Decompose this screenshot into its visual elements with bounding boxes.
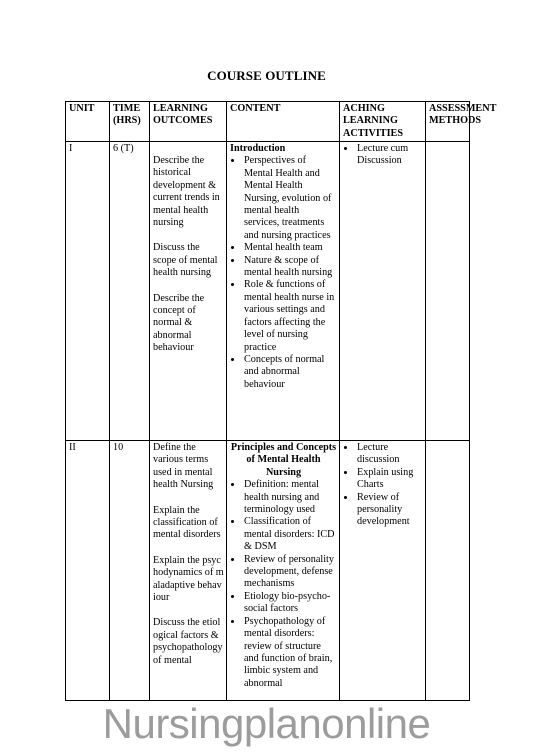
- header-time: TIME (HRS): [110, 102, 150, 142]
- course-outline-table: [65, 101, 497, 701]
- header-learning-outcomes: LEARNING OUTCOMES: [150, 102, 227, 142]
- content-topic-title: Principles and Concepts of Mental Health Nursing: [230, 442, 337, 478]
- content-item: • Role & functions of mental health nurse in various settings and factors affecting the level of nursing practice: [243, 279, 337, 353]
- content-item: • Mental health team: [243, 242, 337, 254]
- assessment-cell: [426, 441, 470, 701]
- unit-cell: II: [66, 441, 110, 701]
- time-cell: 10: [110, 441, 150, 701]
- content-item: • Etiology bio-psycho-social factors: [243, 591, 337, 616]
- unit-cell: I: [66, 142, 110, 441]
- content-item: • Classification of mental disorders: ICD & DSM: [243, 516, 337, 553]
- activities-list: [343, 143, 423, 168]
- outcome-text: Explain the classification of mental disorders: [153, 504, 221, 541]
- outcomes-cell: [150, 142, 227, 441]
- page-title: COURSE OUTLINE: [207, 68, 326, 83]
- table-header-row: [66, 102, 470, 142]
- outcomes-cell: [150, 441, 227, 701]
- assessment-cell: [426, 142, 470, 441]
- activity-item: • Lecture cum Discussion: [356, 143, 423, 168]
- activity-item: • Lecture discussion: [356, 442, 423, 467]
- activities-cell: [340, 441, 426, 701]
- activity-item: • Explain using Charts: [356, 467, 423, 492]
- outcome-text: Describe the historical development & current trends in mental health nursing: [153, 155, 220, 229]
- header-assessment-methods: ASSESSMENT METHODS: [426, 102, 470, 142]
- content-item: • Review of personality development, defense mechanisms: [243, 554, 337, 591]
- content-topic-title: Introduction: [230, 143, 286, 154]
- outcome-text: Describe the concept of normal & abnormal behaviour: [153, 292, 205, 354]
- activities-list: [343, 442, 423, 529]
- activity-item: • Review of personality development: [356, 492, 423, 529]
- outcome-text: Explain the psychodynamics of maladaptive behaviour: [153, 554, 224, 604]
- content-list: [230, 479, 337, 690]
- watermark-text: Nursingplanonline: [102, 700, 431, 747]
- header-content: CONTENT: [227, 102, 340, 142]
- content-item: • Psychopathology of mental disorders: review of structure and function of brain, limbic system and abnormal: [243, 616, 337, 690]
- table-row: [66, 142, 470, 441]
- content-list: [230, 155, 337, 391]
- content-item: • Definition: mental health nursing and terminology used: [243, 479, 337, 516]
- header-teaching-learning-activities: ACHING LEARNING ACTIVITIES: [340, 102, 426, 142]
- time-cell: 6 (T): [110, 142, 150, 441]
- activities-cell: [340, 142, 426, 441]
- content-cell: [227, 441, 340, 701]
- table-row: [66, 441, 470, 701]
- content-item: • Nature & scope of mental health nursing: [243, 255, 337, 280]
- content-cell: [227, 142, 340, 441]
- content-item: • Concepts of normal and abnormal behaviour: [243, 354, 337, 391]
- content-item: • Perspectives of Mental Health and Mental Health Nursing, evolution of mental health services, treatments and nursing practices: [243, 155, 337, 242]
- header-unit: UNIT: [66, 102, 110, 142]
- outcome-text: Define the various terms used in mental health Nursing: [153, 442, 214, 491]
- outcome-text: Discuss the scope of mental health nursing: [153, 242, 218, 279]
- outcome-text: Discuss the etiological factors & psychopathology of mental: [153, 617, 223, 666]
